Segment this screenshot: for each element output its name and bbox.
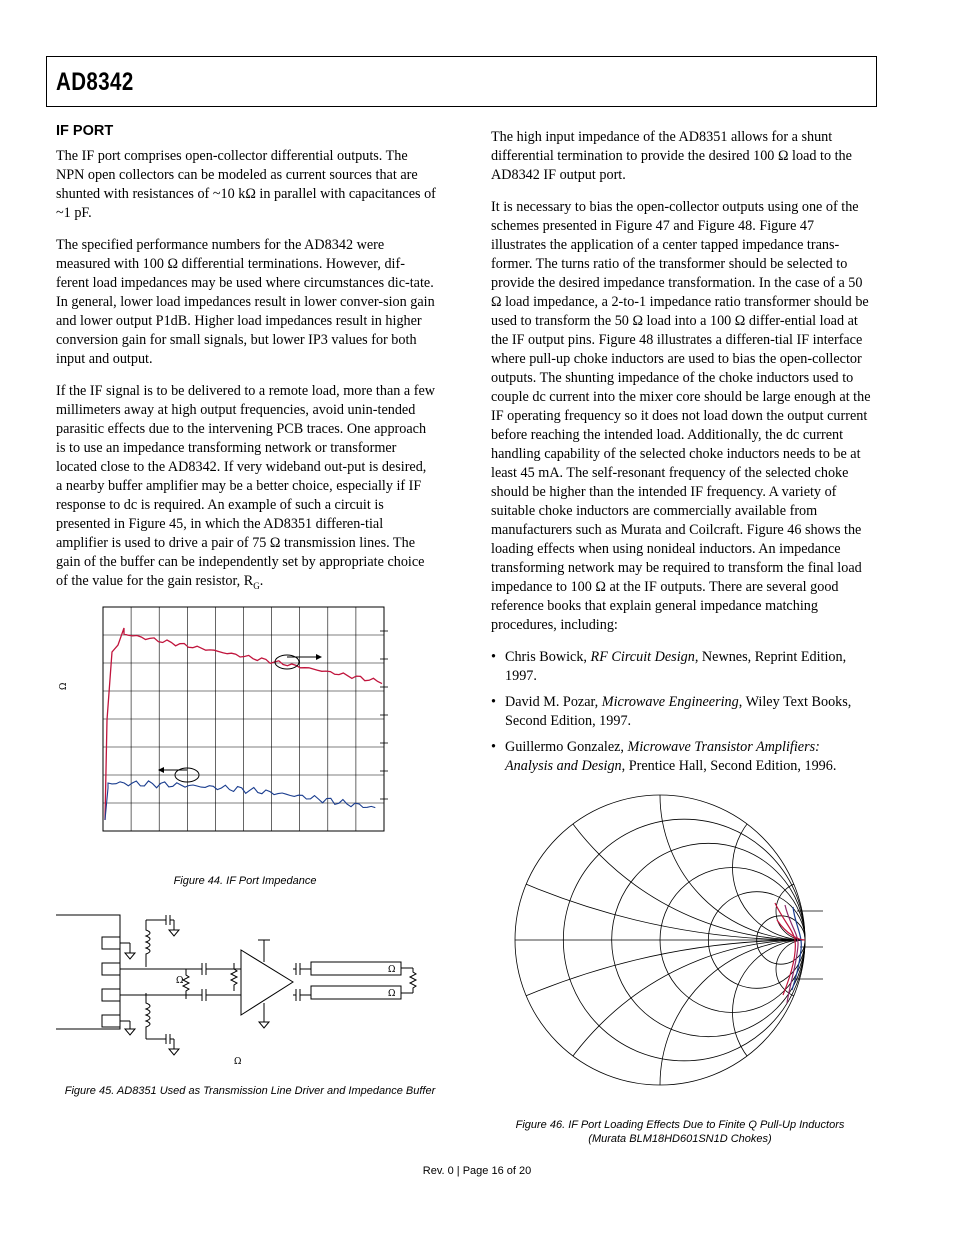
reference-item [491,693,871,731]
reference-list [491,648,871,776]
page-footer: Rev. 0 | Page 16 of 20 [422,1165,532,1177]
section-heading: IF PORT [56,123,114,139]
figure-45-caption: Figure 45. AD8351 Used as Transmission Line Driver and Impedance Buffer [64,1085,436,1097]
left-paragraph-3 [56,382,436,596]
reference-publisher: , Wiley Text Books, Second Edition, 1997. [505,694,852,729]
right-paragraph-2: It is necessary to bias the open-collector outputs using one of the schemes presented in Figure 47 and Figure 48. Figure 47 illustrates the application of a center tapped impedance trans-former. The turns ratio of the transformer should be selected to provide the desired impedance transformation. In the case of a 50 Ω load impedance, a 2-to-1 impedance ratio transformer should be used to transform the 50 Ω load into a 100 Ω differ-ential load at the IF output pins. Figure 48 illustrates a differen-tial IF interface where pull-up choke inductors are used to bias the open-collector outputs. The shunting impedance of the choke inductors used to couple dc current into the mixer core should be large enough at the IF operating frequency so it does not load down the output current before reaching the intended load. Additionally, the dc current handling capability of the selected choke inductors needs to be at least 45 mA. The self-resonant frequency of the selected choke should be higher than the intended IF frequency. A variety of suitable choke inductors are commercially available from manufacturers such as Murata and Coilcraft. Figure 46 shows the loading effects when using nonideal inductors. An impedance transforming network may be required to transform the final load impedance to 100 Ω at the IF outputs. There are several good reference books that explain general impedance matching procedures, including: [491,199,871,633]
ic-pin-box [102,937,120,949]
constant-reactance-arc [515,940,954,1235]
ic-pin-box [102,1015,120,1027]
reference-author: David M. Pozar, [505,694,602,710]
reference-author: Guillermo Gonzalez, [505,739,628,755]
constant-reactance-arc [733,940,878,1085]
left-paragraph-2: The specified performance numbers for the AD8342 were measured with 100 Ω differential terminations. However, dif-ferent load impedances may be used where circumstances dic-tate. In general, lower load impedances result in lower conver-sion gain and lower output P1dB. Higher load impedances result in higher conversion gain for small signals, but lower IP3 values for both input and output. [56,237,435,367]
reference-item [491,738,871,776]
figure-46-caption [470,1118,890,1146]
upper-choke-inductor [146,920,150,967]
line-impedance-lower: Ω [388,989,396,999]
ic-pin-box [102,963,120,975]
chart-grid [103,607,388,831]
left-paragraph-3-text: If the IF signal is to be delivered to a remote load, more than a few millimeters away at high output frequencies, avoid unin-tended parasitic effects due to the intervening PCB traces. One approach is to use an impedance transforming network or transformer located close to the AD8342. If very wideband out-put is desired, a nearby buffer amplifier may be a better choice, especially if IF response to dc is required. An example of such a circuit is presented in Figure 45, in which the AD8351 differen-tial amplifier is used to drive a pair of 75 Ω transmission lines. The gain of the buffer can be independently set by appropriate choice of the value for the gain resistor, R [56,383,435,589]
rg-period: . [259,573,264,589]
rg-value-label: Ω [176,976,184,986]
capacitance-series [105,781,375,820]
constant-reactance-arc [733,795,878,940]
buffer-circuit-schematic [56,905,426,1075]
constant-reactance-arc [660,940,950,1230]
lower-choke-inductor [146,993,150,1039]
reference-publisher: , Newnes, Reprint Edition, 1997. [505,649,847,684]
ic-pin-box [102,989,120,1001]
resistance-arrowhead [316,654,322,660]
reference-publisher: , Prentice Hall, Second Edition, 1996. [621,758,837,774]
right-column [491,128,871,783]
figure-44-caption: Figure 44. IF Port Impedance [173,875,317,887]
document-title: AD8342 [56,68,134,96]
mixer-ic-outline [56,915,120,1029]
right-paragraph-1: The high input impedance of the AD8351 allows for a shunt differential termination to provide the desired 100 Ω load to the AD8342 IF output port. [491,129,852,183]
if-port-impedance-chart [60,600,400,840]
line-impedance-upper: Ω [388,965,396,975]
chart-y-axis-label: Ω [59,682,69,690]
smith-chart [505,795,825,1090]
header-box [46,56,877,107]
reference-item [491,648,871,686]
buffer-amplifier [241,950,293,1015]
left-paragraph-1: The IF port comprises open-collector differential outputs. The NPN open collectors can be modeled as current sources that are shunted with resistances of ~10 kΩ in parallel with capacitances of ~1 pF. [56,148,436,221]
gain-resistor [231,963,237,991]
load-resistor [410,968,416,993]
reference-title: Microwave Engineering [601,694,739,710]
reference-title: Microwave Transistor Amplifiers: Analysis and Design [505,739,820,774]
figure-46-caption-line-2: (Murata BLM18HD601SN1D Chokes) [588,1133,772,1145]
reference-author: Chris Bowick, [505,649,591,665]
left-column [56,122,436,609]
rg-subscript: G [253,580,260,591]
termination-label: Ω [234,1057,242,1067]
reference-title: RF Circuit Design [590,649,695,665]
figure-46-caption-line-1: Figure 46. IF Port Loading Effects Due to Finite Q Pull-Up Inductors [515,1119,845,1131]
